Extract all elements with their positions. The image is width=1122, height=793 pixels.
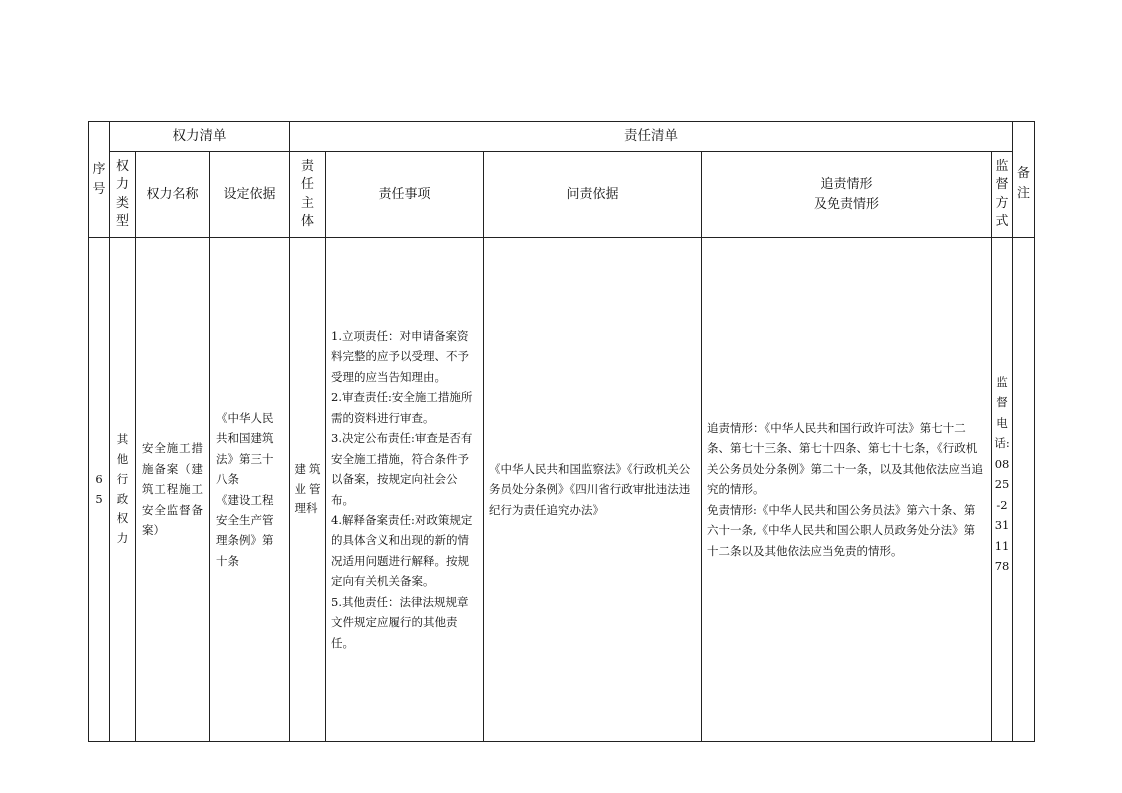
- header-power-list: 权力清单: [110, 122, 290, 152]
- header-subject: 责任主体: [290, 152, 326, 238]
- row-remarks: [1013, 238, 1035, 742]
- header-pursuit-line1: 追责情形: [820, 177, 873, 192]
- header-seq: 序号: [89, 122, 110, 238]
- row-basis: 《中华人民共和国建筑法》第三十八条 《建设工程安全生产管理条例》第十条: [210, 238, 290, 742]
- header-power-name: 权力名称: [136, 152, 210, 238]
- header-supervision: 监督方式: [992, 152, 1013, 238]
- row-pursuit: 追责情形：《中华人民共和国行政许可法》第七十二条、第七十三条、第七十四条、第七十七条，《行政机关公务员处分条例》第二十一条，以及其他依法应当追究的情形。 免责情形:《中华人民共和国公务员法》第六十条、第六十一条,《中华人民共和国公职人员政务处分法》第十二条以及其他依法应当免责的情形。: [702, 238, 992, 742]
- row-accountability-basis: 《中华人民共和国监察法》《行政机关公务员处分条例》《四川省行政审批违法违纪行为责任追究办法》: [484, 238, 702, 742]
- header-responsibility-list: 责任清单: [290, 122, 1013, 152]
- row-supervision: 监督电话:0825-2311178: [992, 238, 1013, 742]
- header-power-type: 权力类型: [110, 152, 136, 238]
- row-resp-items: 1.立项责任：对申请备案资料完整的应予以受理、不予受理的应当告知理由。 2.审查责任:安全施工措施所需的资料进行审查。 3.决定公布责任:审查是否有安全施工措施，符合条件予以备案，按规定向社会公布。 4.解释备案责任:对政策规定的具体含义和出现的新的情况适用问题进行解释。按规定向有关机关备案。 5.其他责任：法律法规规章文件规定应履行的其他责任。: [326, 238, 484, 742]
- header-pursuit: [702, 152, 992, 238]
- header-remarks: 备注: [1013, 122, 1035, 238]
- header-resp-items: 责任事项: [326, 152, 484, 238]
- row-power-type: 其他行政权力: [110, 238, 136, 742]
- row-subject: 建筑业管理科: [290, 238, 326, 742]
- header-pursuit-line2: 及免责情形: [814, 196, 880, 212]
- row-power-name: 安全施工措施备案（建筑工程施工安全监督备案）: [136, 238, 210, 742]
- row-seq: 65: [89, 238, 110, 742]
- header-accountability-basis: 问责依据: [484, 152, 702, 238]
- responsibility-table: [88, 121, 1035, 742]
- header-basis: 设定依据: [210, 152, 290, 238]
